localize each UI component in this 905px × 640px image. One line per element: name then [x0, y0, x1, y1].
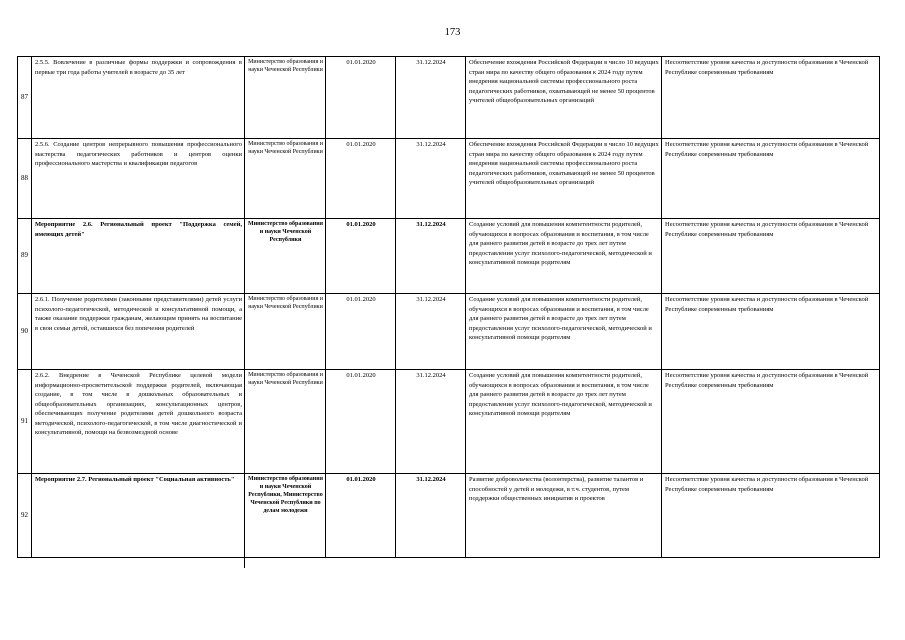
plan-table — [17, 56, 880, 558]
row-number: 90 — [18, 294, 32, 370]
page-number: 173 — [444, 27, 461, 38]
row-number: 88 — [18, 139, 32, 219]
measure-name: Мероприятие 2.6. Региональный проект "Поддержка семей, имеющих детей" — [32, 219, 245, 294]
end-date: 31.12.2024 — [396, 474, 466, 558]
non-implementation-consequence: Несоответствие уровня качества и доступности образования в Чеченской Республике современным требованиям — [662, 294, 880, 370]
start-date: 01.01.2020 — [326, 57, 396, 139]
non-implementation-consequence: Несоответствие уровня качества и доступности образования в Чеченской Республике современным требованиям — [662, 474, 880, 558]
measure-name: 2.5.5. Вовлечение в различные формы поддержки и сопровождения в первые три года работы учителей в возрасте до 35 лет — [32, 57, 245, 139]
end-date: 31.12.2024 — [396, 57, 466, 139]
table-row — [18, 57, 880, 139]
column-divider — [244, 56, 245, 568]
non-implementation-consequence: Несоответствие уровня качества и доступности образования в Чеченской Республике современным требованиям — [662, 139, 880, 219]
expected-result: Создание условий для повышения компетентности родителей, обучающихся в вопросах образования и воспитания, в том числе для раннего развития детей в возрасте до трех лет путем предоставления услуг психолого-педагогической, методической и консультативной помощи родителям — [466, 370, 662, 474]
table-row — [18, 139, 880, 219]
start-date: 01.01.2020 — [326, 139, 396, 219]
row-number: 89 — [18, 219, 32, 294]
start-date: 01.01.2020 — [326, 294, 396, 370]
measure-name: Мероприятие 2.7. Региональный проект "Социальная активность" — [32, 474, 245, 558]
end-date: 31.12.2024 — [396, 139, 466, 219]
table-row — [18, 370, 880, 474]
executor: Министерство образования и науки Чеченской Республики — [245, 139, 326, 219]
non-implementation-consequence: Несоответствие уровня качества и доступности образования в Чеченской Республике современным требованиям — [662, 370, 880, 474]
executor: Министерство образования и науки Чеченской Республики — [245, 370, 326, 474]
measure-name: 2.6.2. Внедрение в Чеченской Республике целевой модели информационно-просветительской поддержки родителей, включающая создание, в том числе в дошкольных образовательных и общеобразовательных организациях, консультационных центров, обеспечивающих получение родителями детей дошкольного возраста методической, психолого-педагогической, в том числе диагностической и консультативной, помощи на безвозмездной основе — [32, 370, 245, 474]
expected-result: Обеспечение вхождения Российской Федерации в число 10 ведущих стран мира по качеству общего образования к 2024 году путем внедрения национальной системы профессионального роста педагогических работников, охватывающей не менее 50 процентов учителей общеобразовательных организаций — [466, 57, 662, 139]
non-implementation-consequence: Несоответствие уровня качества и доступности образования в Чеченской Республике современным требованиям — [662, 57, 880, 139]
start-date: 01.01.2020 — [326, 474, 396, 558]
expected-result: Развитие добровольчества (волонтерства), развитие талантов и способностей у детей и молодежи, в т.ч. студентов, путем поддержки общественных инициатив и проектов — [466, 474, 662, 558]
table-row — [18, 474, 880, 558]
executor: Министерство образования и науки Чеченской Республики — [245, 57, 326, 139]
measure-name: 2.5.6. Создание центров непрерывного повышения профессионального мастерства педагогических работников и центров оценки профессионального мастерства и квалификации педагогов — [32, 139, 245, 219]
row-number: 91 — [18, 370, 32, 474]
non-implementation-consequence: Несоответствие уровня качества и доступности образования в Чеченской Республике современным требованиям — [662, 219, 880, 294]
row-number: 87 — [18, 57, 32, 139]
executor: Министерство образования и науки Чеченской Республики — [245, 294, 326, 370]
table-row — [18, 219, 880, 294]
end-date: 31.12.2024 — [396, 370, 466, 474]
end-date: 31.12.2024 — [396, 219, 466, 294]
row-number: 92 — [18, 474, 32, 558]
expected-result: Создание условий для повышения компетентности родителей, обучающихся в вопросах образования и воспитания, в том числе для раннего развития детей в возрасте до трех лет путем предоставления услуг психолого-педагогической, методической и консультативной помощи родителям — [466, 294, 662, 370]
executor: Министерство образования и науки Чеченской Республики — [245, 219, 326, 294]
start-date: 01.01.2020 — [326, 370, 396, 474]
table-row — [18, 294, 880, 370]
expected-result: Создание условий для повышения компетентности родителей, обучающихся в вопросах образования и воспитания, в том числе для раннего развития детей в возрасте до трех лет путем предоставления услуг психолого-педагогической, методической и консультативной помощи родителям — [466, 219, 662, 294]
end-date: 31.12.2024 — [396, 294, 466, 370]
measure-name: 2.6.1. Получение родителями (законными представителями) детей услуги психолого-педагогической, методической и консультативной помощи, а также оказание поддержки гражданам, желающим принять на воспитание в свои семьи детей, оставшихся без попечения родителей — [32, 294, 245, 370]
expected-result: Обеспечение вхождения Российской Федерации в число 10 ведущих стран мира по качеству общего образования к 2024 году путем внедрения национальной системы профессионального роста педагогических работников, охватывающей не менее 50 процентов учителей общеобразовательных организаций — [466, 139, 662, 219]
start-date: 01.01.2020 — [326, 219, 396, 294]
executor: Министерство образования и науки Чеченской Республики, Министерство Чеченской Республики по делам молодежи — [245, 474, 326, 558]
